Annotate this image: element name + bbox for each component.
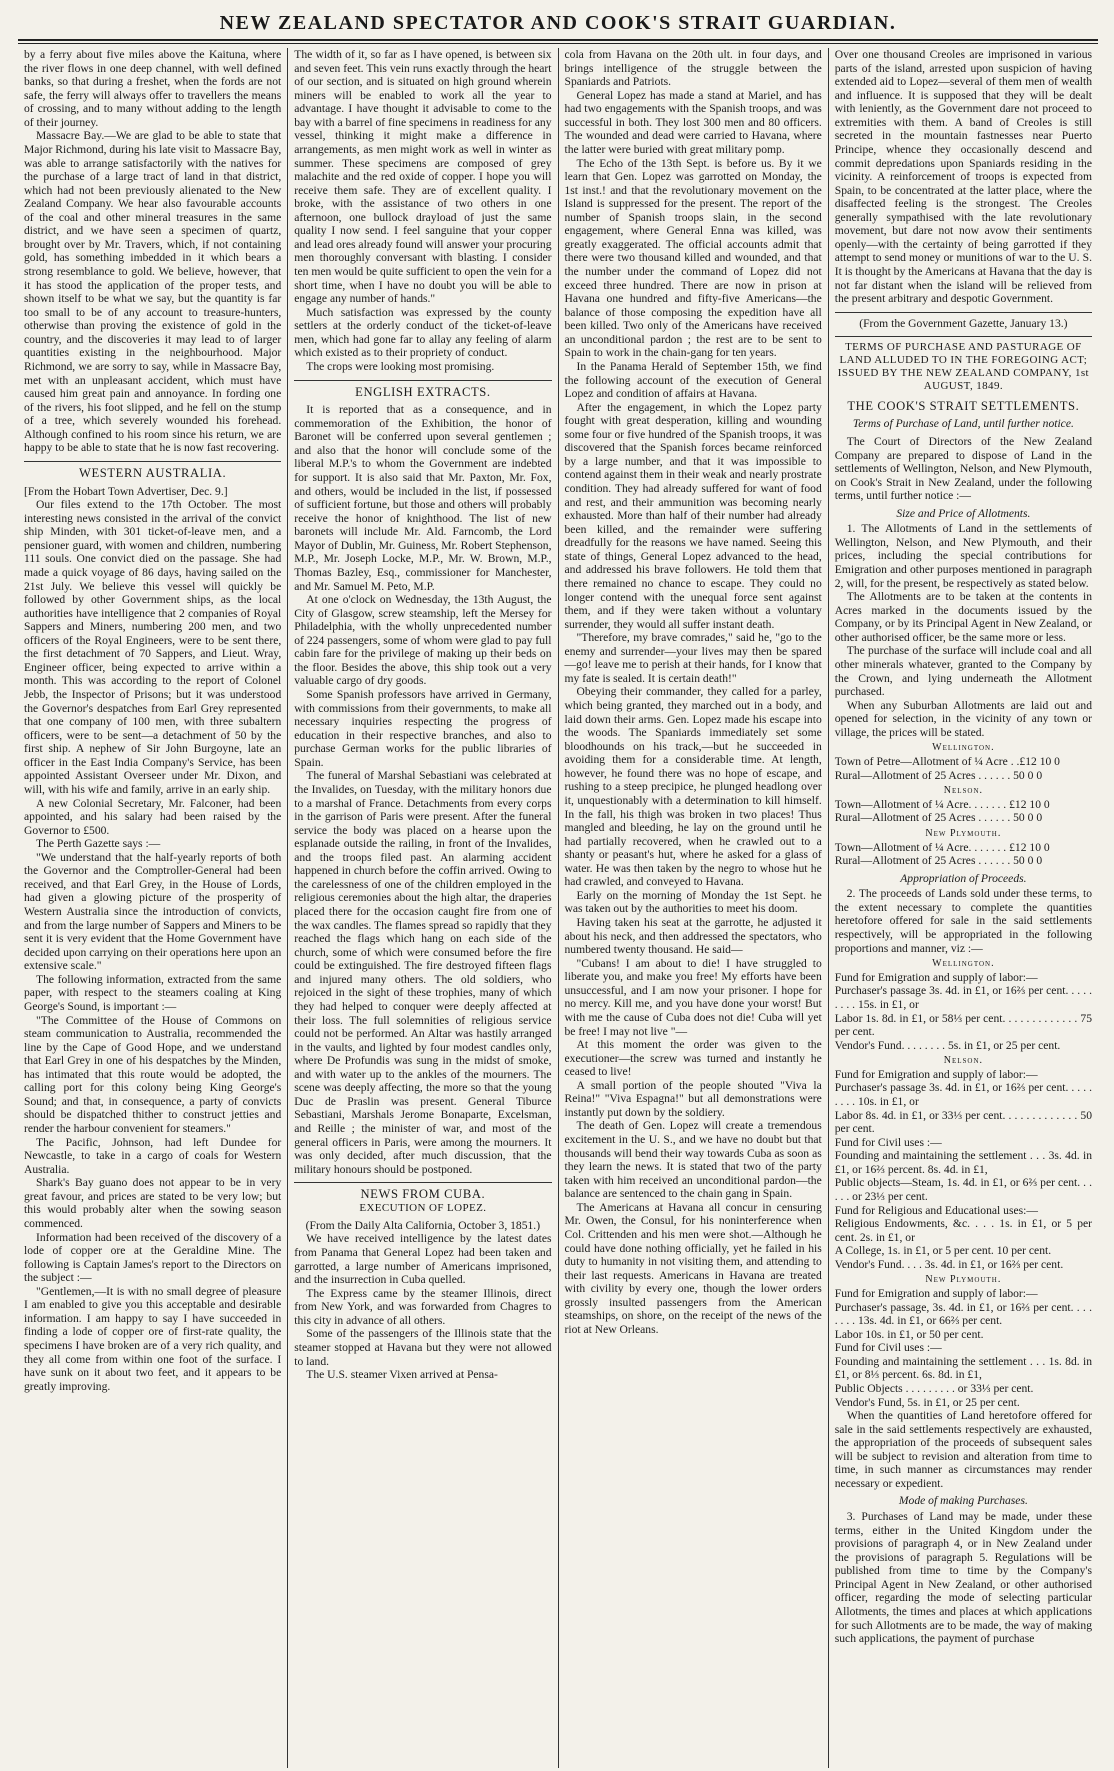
table-heading: Wellington. [932, 742, 995, 754]
masthead: NEW ZEALAND SPECTATOR AND COOK'S STRAIT GUARDIAN. [219, 12, 897, 34]
paragraph: When any Suburban Allotments are laid out and opened for selection, in the vicinity of any town or village, the prices will be stated. [834, 698, 1092, 739]
paragraph: The U.S. steamer Vixen arrived at Pensa- [306, 1368, 498, 1382]
section-heading [835, 399, 1092, 431]
paragraph: The Pacific, Johnson, had left Dundee for Newcastle, to take in a cargo of coals for Western Australia. [24, 1135, 282, 1176]
table-row: Fund for Civil uses :— [834, 1135, 942, 1149]
paragraph: by a ferry about five miles above the Kaituna, where the river flows in one deep channel, with well defined banks, so that during a freshet, when the fords are not safe, the ferry will always offer to travellers the means of crossing, and to many without adding to the length of their journey. [24, 48, 282, 129]
table-row: A College, 1s. in £1, or 5 per cent. 10 per cent. [834, 1244, 1052, 1258]
columns [18, 48, 1098, 1768]
table-row: Town—Allotment of ¼ Acre. . . . . . . £12 10 0 [834, 840, 1050, 854]
column-1 [18, 48, 287, 1768]
paragraph: After the engagement, in which the Lopez party fought with great desperation, killing and wounding some four or five hundred of the Spanish troops, it was discovered that the Spanish forces became reinforced by a large number, and that it was impossible to contend against them in their weak and nearly prostrate condition. They had already suffered for want of food and rest, and their ammunition was becoming nearly exhausted. More than half of their number had already been killed, and the remainder were suffering dreadfully for the reasons we have named. Seeing this state of things, General Lopez advanced to the head, and addressed his brave followers. He told them that there remained no chance to escape. They could no longer contend with the unequal force sent against them, and if they were taken without a voluntary surrender, they would all suffer instant death. [564, 400, 822, 631]
paragraph: The width of it, so far as I have opened, is between six and seven feet. This vein runs exactly through the heart of our section, and is situated on high ground wherein miners will be enabled to work all the year to advantage. I have thought it advisable to come to the bay with a barrel of fine specimens in readiness for any vessel, thinking it might make a difference in arrangements, as men might work as well in winter as summer. These specimens are composed of grey malachite and the red oxide of copper. I hope you will receive them safe. They are of excellent quality. I broke, with the assistance of two others in one afternoon, one bullock drayload of just the same quality I now send. I feel sanguine that your copper and lead ores already found will answer your procuring men thoroughly conversant with blasting. I consider ten men would be quite sufficient to open the vein for a short time, when I have no doubt you will be able to engage any number of hands." [294, 48, 552, 306]
paragraph: The funeral of Marshal Sebastiani was celebrated at the Invalides, on Tuesday, with the military honors due to a marshal of France. Detachments from every corps in the garrison of Paris were present. After the funeral service the body was placed on a hearse upon the esplanade outside the railing, in front of the Invalides, and the troops filed past. An alarming accident happened in church before the coffin arrived. Owing to the carelessness of one of the children employed in the religious ceremonies about the high altar, the draperies placed there for the occasion caught fire from one of the wax candles. The flames spread so rapidly that they reached the flags which hang on each side of the church, some of which were consumed before the fire could be extinguished. The fire destroyed fifteen flags and injured many others. The old soldiers, who rejoiced in the sight of these trophies, many of which they had helped to conquer were deeply affected at their loss. The full solemnities of religious service could not be performed. An Altar was hastily arranged in the vaults, and lighted by four modest candles only, where De Profundis was sung in the midst of smoke, and with water up to the ankles of the mourners. The scene was deeply affecting, the more so that the young Duc de Praslin was present. General Tiburce Sebastiani, Marshals Jerome Bonaparte, Excelsman, and Reille ; the minister of war, and most of the general officers in Paris, were among the mourners. It was only decided, after much discussion, that the military honours should be postponed. [294, 769, 552, 1176]
paragraph: The Echo of the 13th Sept. is before us. By it we learn that Gen. Lopez was garrotted on Monday, the 1st inst.! and that the revolutionary movement on the Island is suppressed for the present. The report of the number of Spanish troops slain, in the second engagement, where General Enna was killed, was greatly exaggerated. The official accounts admit that there were two thousand killed and wounded, and that the number under the command of Lopez did not exceed three hundred. There are now in prison at Havana one hundred and fifty-five Americans—the balance of those composing the expedition have all been killed. Two only of the Americans have received an unconditional pardon ; the rest are to be sent to Spain to work in the chain-gang for ten years. [564, 156, 822, 360]
section-heading [294, 380, 551, 400]
paragraph: Having taken his seat at the garrotte, he adjusted it about his neck, and then addressed the spectators, who numbered twenty thousand. He said— [564, 916, 822, 957]
table-row: Founding and maintaining the settlement . . . 3s. 4d. in £1, or 16⅔ percent. 8s. 4d. in £1, [834, 1149, 1092, 1176]
paragraph: Some of the passengers of the Illinois state that the steamer stopped at Havana but they were not allowed to land. [294, 1327, 552, 1368]
paragraph: The crops were looking most promising. [306, 359, 495, 373]
table-row: Vendor's Fund, 5s. in £1, or 25 per cent. [834, 1395, 1020, 1409]
column-3 [558, 48, 828, 1768]
paragraph: We have received intelligence by the latest dates from Panama that General Lopez had been taken and garrotted, a large number of Americans imprisoned, and the insurrection in Cuba quelled. [294, 1232, 552, 1287]
column-2 [287, 48, 557, 1768]
paragraph: At one o'clock on Wednesday, the 13th August, the City of Glasgow, screw steamship, left the Mersey for Philadelphia, with the wholly unprecedented number of 224 passengers, some of whom were glad to pay full cabin fare for the privilege of making up their beds on the floor. Besides the above, this ship took out a very valuable cargo of dry goods. [294, 593, 552, 688]
heading-text: THE COOK'S STRAIT SETTLEMENTS. [847, 398, 1080, 413]
paragraph: "The Committee of the House of Commons on steam communication to Australia, recommended the line by the Cape of Good Hope, and we understand that Earl Grey in one of his despatches by the Minden, has intimated that this route would be adopted, the calling port for this colony being King George's Sound; and that, in consequence, a party of convicts should be dispatched thither to construct jetties and render the harbour convenient for steamers." [24, 1013, 282, 1136]
paragraph: "We understand that the half-yearly reports of both the Governor and the Comptroller-General had been received, and that Earl Grey, in the House of Lords, had given a glowing picture of the prosperity of Western Australia since the introduction of convicts, and from the large number of Sappers and Miners to be sent it is very evident that the Home Government have decided upon carrying on their operations here upon an extensive scale." [24, 850, 282, 973]
table-row: Fund for Civil uses :— [834, 1341, 942, 1355]
paragraph: Some Spanish professors have arrived in Germany, with commissions from their governments, to make all necessary inquiries respecting the progress of education in their respective branches, and also to purchase German works for the public libraries of Spain. [294, 688, 552, 769]
table-row: Labor 10s. in £1, or 50 per cent. [834, 1327, 984, 1341]
paragraph: When the quantities of Land heretofore offered for sale in the said settlements respectively are exhausted, the appropriation of the proceeds of subsequent sales will be subject to revision and alteration from time to time, in such manner as circumstances may render necessary or expedient. [834, 1409, 1092, 1490]
paragraph: Shark's Bay guano does not appear to be in very great favour, and prices are stated to be very low; but this would probably alter when the sowing season commenced. [24, 1176, 282, 1230]
paragraph: A new Colonial Secretary, Mr. Falconer, had been appointed, and his salary had been raised by the Governor to £500. [24, 796, 282, 837]
section-heading [294, 1182, 551, 1215]
paragraph: Massacre Bay.—We are glad to be able to state that Major Richmond, during his late visit to Massacre Bay, was able to arrange satisfactorily with the natives for the purchase of a large tract of land in that district, which had not been previously alienated to the New Zealand Company. We hear also favourable accounts of the coal and other mineral treasures in the same district, and we have seen a specimen of quartz, brought over by Mr. Travers, which, if not containing gold, has something imbedded in it which bears a strong resemblance to gold. We believe, however, that it has stood the application of the proper tests, and shown itself to be what we say, but the quantity is far too small to be of any account to treasure-hunters, otherwise than proving the existence of gold in the country, and the discoveries it may lead to of larger quantities existing in the neighbourhood. Major Richmond, we are sorry to say, while in Massacre Bay, met with an unpleasant accident, which must have caused him great pain and annoyance. In fording one of the rivers, his foot slipped, and he fell on the stump of a tree, which severely wounded his forehead. Although confined to his room since his return, we are happy to be able to state that he is now fast recovering. [24, 129, 282, 455]
source-line: (From the Government Gazette, January 13.) [859, 316, 1068, 330]
source-line: (From the Daily Alta California, October 3, 1851.) [305, 1218, 541, 1232]
paragraph: At this moment the order was given to the executioner—the screw was turned and instantly he ceased to live! [564, 1038, 822, 1079]
paragraph: Information had been received of the discovery of a lode of copper ore at the Geraldine Mine. The following is Captain James's report to the Directors on the subject :— [24, 1230, 282, 1285]
heading-text: ENGLISH EXTRACTS. [355, 384, 491, 399]
table-row: Fund for Religious and Educational uses:— [834, 1203, 1038, 1217]
table-row: Public Objects . . . . . . . . . or 33⅓ per cent. [834, 1381, 1034, 1395]
section-heading [835, 336, 1092, 392]
subheading-text: Terms of Purchase of Land, until further notice. [852, 417, 1074, 431]
subheading-text: EXECUTION OF LOPEZ. [359, 1202, 487, 1215]
paragraph: It is reported that as a consequence, and in commemoration of the Exhibition, the honor of Baronet will be conferred upon several gentlemen ; and also that the honor will conclude some of the liberal M.P.'s to whom the Government are indebted for support. It is also said that Mr. Paxton, Mr. Fox, and others, would be included in the list, if possessed of sufficient fortune, but those and others will probably receive the honor of knighthood. The list of new baronets will include Mr. Ald. Farncomb, the Lord Mayor of Dublin, Mr. Guiness, Mr. Robert Stephenson, M.P., Mr. Joseph Locke, M.P., Mr. W. Brown, M.P., Thomas Bazley, Esq., commissioner for Manchester, and Mr. Samuel M. Peto, M.P. [294, 403, 552, 593]
table-row: Labor 8s. 4d. in £1, or 33⅓ per cent. . . . . . . . . . . . . 50 per cent. [834, 1108, 1092, 1136]
paragraph: The Express came by the steamer Illinois, direct from New York, and was forwarded from Chagres to this city in advance of all others. [294, 1286, 552, 1327]
paragraph: "Therefore, my brave comrades," said he, "go to the enemy and surrender—your lives may then be spared—go! leave me to perish at their hands, for I know that my fate is sealed. It is certain death!" [564, 631, 822, 685]
paragraph: General Lopez has made a stand at Mariel, and has had two engagements with the Spanish troops, and was successful in both. They lost 300 men and 80 officers. The wounded and dead were carried to Havana, where the latter were buried with great military pomp. [564, 88, 822, 156]
paragraph: Our files extend to the 17th October. The most interesting news consisted in the arrival of the convict ship Minden, with 301 ticket-of-leave men, and a pensioner guard, with women and children, numbering 111 souls. One convict died on the passage. She had made a quick voyage of 86 days, having sailed on the 21st July. We believe this vessel will quickly be followed by other Government ships, as the local authorities have intelligence that 2 companies of Royal Sappers and Miners, numbering 200 men, and two officers of the Royal Engineers, were to be sent there, the first detachment of 70 Sappers, and Lieut. Wray, Engineer officer, being expected to arrive within a month. This was according to the report of Colonel Jebb, the Inspector of Prisons; but it was understood the Governor's despatches from Earl Grey represented that one company of 100 men, with three subaltern officers, were to be sent—a detachment of 50 by the first ship. A nephew of Sir John Burgoyne, late an officer in the East India Company's Service, has been appointed Assistant Overseer under Mr. Dixon, and will, with his wife and family, arrive in an early ship. [24, 498, 282, 796]
paragraph: Much satisfaction was expressed by the county settlers at the orderly conduct of the ticket-of-leave men, which had gone far to allay any feeling of alarm which existed as to their propriety of conduct. [294, 305, 552, 360]
paragraph: The Perth Gazette says :— [36, 837, 161, 851]
masthead-rule [18, 39, 1098, 44]
table-row: Rural—Allotment of 25 Acres . . . . . . 50 0 0 [834, 811, 1043, 825]
table-heading: New Plymouth. [925, 1274, 1002, 1286]
table-heading: New Plymouth. [925, 827, 1002, 839]
paragraph: The Allotments are to be taken at the contents in Acres marked in the documents issued by the Company, or by its Principal Agent in New Zealand, or other authorised officer, be the same more or less. [834, 590, 1092, 644]
paragraph: cola from Havana on the 20th ult. in four days, and brings intelligence of the struggle between the Spaniards and Patriots. [564, 48, 822, 89]
table-heading: Wellington. [932, 958, 995, 970]
table-row: Rural—Allotment of 25 Acres . . . . . . 50 0 0 [834, 854, 1043, 868]
table-row: Religious Endowments, &c. . . . 1s. in £1, or 5 per cent. 2s. in £1, or [834, 1217, 1092, 1244]
table-row: Labor 1s. 8d. in £1, or 58⅓ per cent. . . . . . . . . . . . . 75 per cent. [834, 1011, 1092, 1039]
table-row: Fund for Emigration and supply of labor:— [834, 1067, 1038, 1081]
table-row: Town—Allotment of ¼ Acre. . . . . . . £12 10 0 [834, 797, 1050, 811]
table-row: Town of Petre—Allotment of ¼ Acre . .£12 10 0 [834, 755, 1060, 769]
column-4 [828, 48, 1098, 1768]
paragraph: 3. Purchases of Land may be made, under these terms, either in the United Kingdom under the provisions of paragraph 4, or in New Zealand under the provisions of paragraph 5. Regulations will be published from time to time by the Company's Principal Agent in New Zealand, or other authorised officer, regarding the mode of selecting particular Allotments, the times and places at which applications for such Allotments are to be made, the way of making such applications, the payment of purchase [834, 1510, 1092, 1646]
paragraph: 1. The Allotments of Land in the settlements of Wellington, Nelson, and New Plymouth, and their prices, including the special contributions for Emigration and other purposes mentioned in paragraph 2, will, for the present, be respectively as stated below. [834, 522, 1092, 590]
paragraph: The following information, extracted from the same paper, with respect to the steamers coaling at King George's Sound, is important :— [24, 972, 282, 1013]
table-row: Vendor's Fund. . . . 3s. 4d. in £1, or 16⅔ per cent. [834, 1257, 1064, 1271]
subheading-mode: Mode of making Purchases. [898, 1494, 1028, 1508]
paragraph: 2. The proceeds of Lands sold under these terms, to the extent necessary to complete the quantities heretofore offered for sale in the said settlements respectively, will be appropriated in the following proportions and manner, viz :— [834, 887, 1092, 955]
gazette-notice [835, 312, 1092, 331]
paragraph: Early on the morning of Monday the 1st Sept. he was taken out by the authorities to meet his doom. [564, 888, 822, 916]
table-row: Vendor's Fund. . . . . . . . 5s. in £1, or 25 per cent. [834, 1038, 1061, 1052]
table-row: Purchaser's passage 3s. 4d. in £1, or 16⅔ per cent. . . . . . . . . 10s. in £1, or [834, 1081, 1092, 1109]
table-row: Fund for Emigration and supply of labor:— [834, 970, 1038, 984]
table-heading: Nelson. [943, 1055, 984, 1067]
paragraph: The Court of Directors of the New Zealand Company are prepared to dispose of Land in the settlements of Wellington, Nelson, and New Plymouth, on Cook's Strait in New Zealand, under the following terms, until further notice :— [834, 434, 1092, 503]
table-row: Rural—Allotment of 25 Acres . . . . . . 50 0 0 [834, 768, 1043, 782]
subheading-size-price: Size and Price of Allotments. [896, 506, 1031, 520]
section-heading [24, 461, 281, 481]
table-row: Founding and maintaining the settlement . . . 1s. 8d. in £1, or 8⅓ percent. 6s. 8d. in £1, [834, 1354, 1092, 1382]
table-row: Fund for Emigration and supply of labor:— [834, 1287, 1038, 1301]
table-row: Purchaser's passage, 3s. 4d. in £1, or 16⅔ per cent. . . . . . . . 13s. 4d. in £1, or 66⅔ per cent. [834, 1300, 1092, 1328]
paragraph: Obeying their commander, they called for a parley, which being granted, they marched out in a body, and laid down their arms. Gen. Lopez made his escape into the woods. The Spaniards immediately set some bloodhounds on his track,—but he succeeded in avoiding them for a considerable time. At length, however, he found there was no hope of escape, and rushing to a steep precipice, he plunged headlong over it, unquestionably with a determination to kill himself. In the fall, his thigh was broken in two places! Thus mangled and bleeding, he lay on the ground until he had partially recovered, when he crawled out to a shanty or peasant's hut, where he asked for a glass of water. He was then taken by the negro to whose hut he had crawled, and conveyed to Havana. [564, 685, 822, 889]
paragraph: A small portion of the people shouted "Viva la Reina!" "Viva Espagna!" but all demonstrations were instantly put down by the soldiery. [564, 1078, 822, 1119]
source-line: [From the Hobart Town Advertiser, Dec. 9.] [24, 484, 228, 498]
heading-text: TERMS OF PURCHASE AND PASTURAGE OF LAND ALLUDED TO IN THE FOREGOING ACT; ISSUED BY THE NEW ZEALAND COMPANY, 1st AUGUST, 1849. [837, 341, 1089, 392]
table-heading: Nelson. [943, 785, 984, 797]
heading-text: NEWS FROM CUBA. [360, 1187, 486, 1202]
paragraph: The Americans at Havana all concur in censuring Mr. Owen, the Consul, for his noninterference when Col. Crittenden and his men were shot.—Although he could have done nothing officially, yet he failed in his duty to humanity in not visiting them, and attending to their last requests. Americans in Havana are treated with civility by every one, though the lower orders grossly insulted passengers from the American steamships, on shore, on the receipt of the news of the riot at New Orleans. [564, 1200, 822, 1336]
heading-text: WESTERN AUSTRALIA. [79, 465, 227, 480]
table-row: Public objects—Steam, 1s. 4d. in £1, or 6⅔ per cent. . . . . . or 23⅓ per cent. [834, 1176, 1092, 1203]
paragraph: The purchase of the surface will include coal and all other minerals whatever, granted to the Company by the Crown, and lying underneath the Allotment purchased. [834, 644, 1092, 699]
paragraph: Over one thousand Creoles are imprisoned in various parts of the island, arrested upon suspicion of having extended aid to Lopez—several of them men of wealth and influence. It is supposed that they will be dealt with leniently, as the Government dare not proceed to extremities with them. A band of Creoles is still secreted in the mountain fastnesses near Puerto Principe, whence they occasionally descend and commit depredations upon Spaniards residing in the vicinity. A reinforcement of troops is expected from Spain, to be concentrated at the latter place, where the disaffected feeling is the strongest. The Creoles generally sympathised with the late revolutionary movement, but dare not now avow their sentiments openly—with the certainty of being garrotted if they attempt to send money or munitions of war to the U. S. It is thought by the Americans at Havana that the day is not far distant when the island will be relieved from the present arbitrary and despotic Government. [834, 48, 1093, 306]
subheading-appropriation: Appropriation of Proceeds. [900, 871, 1027, 885]
paragraph: "Gentlemen,—It is with no small degree of pleasure I am enabled to give you this acceptable and desirable information. I am happy to say I have succeeded in finding a lode of copper ore of first-rate quality, the specimens I have broken are of a very rich quality, and they all come from within one foot of the surface. I have sunk on it about two feet, and it appears to be greatly improving. [24, 1284, 282, 1393]
paragraph: "Cubans! I am about to die! I have struggled to liberate you, and make you free! My efforts have been unsuccessful, and I am now your prisoner. I hope for no mercy. Kill me, and you have done your worst! But with me the cause of Cuba does not die! Cuba will yet be free! I may not live "— [564, 956, 822, 1038]
table-row: Purchaser's passage 3s. 4d. in £1, or 16⅔ per cent. . . . . . . . . 15s. in £1, or [834, 984, 1092, 1011]
paragraph: The death of Gen. Lopez will create a tremendous excitement in the U. S., and we have no doubt but that thousands will bend their way towards Cuba as soon as they learn the news. It is stated that two of the party taken with him received an unconditional pardon—the balance are sentenced to the chain gang in Spain. [564, 1119, 822, 1201]
paragraph: In the Panama Herald of September 15th, we find the following account of the execution of General Lopez and condition of affairs at Havana. [564, 359, 822, 401]
